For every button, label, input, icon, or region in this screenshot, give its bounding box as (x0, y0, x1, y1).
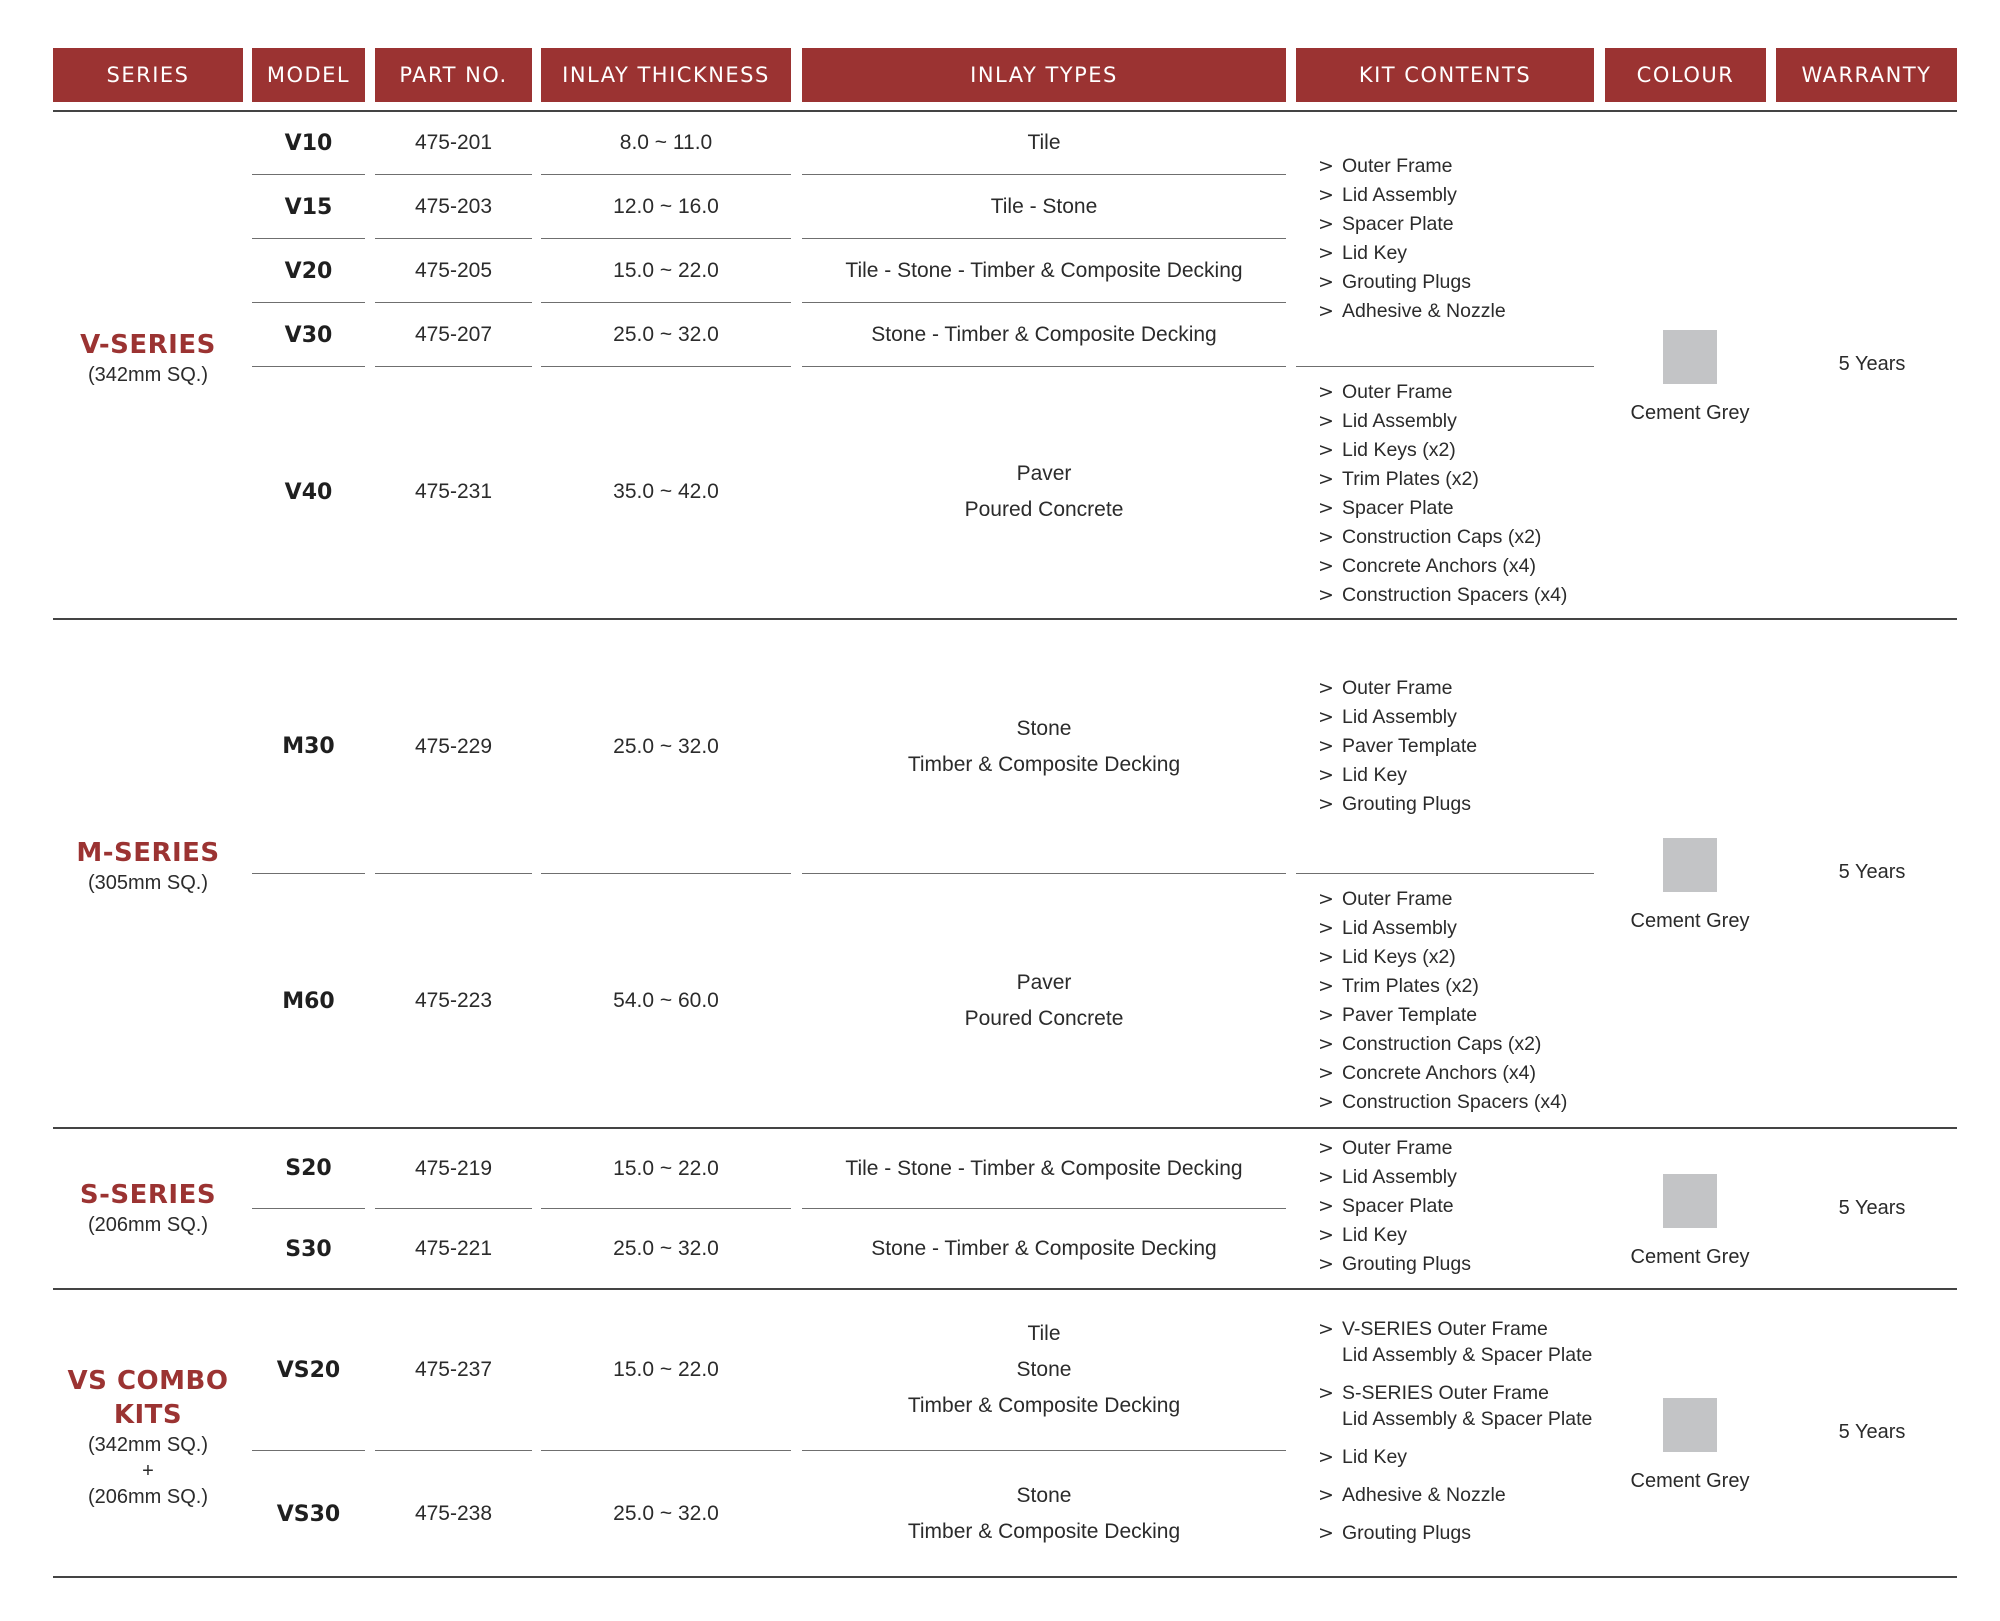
series-name: M-SERIES (76, 838, 220, 868)
kit-item: > Grouting Plugs (1318, 790, 1477, 819)
part-no-cell: 475-207 (414, 323, 493, 346)
kit-item: > Lid Assembly (1318, 181, 1506, 210)
row-divider (541, 366, 791, 367)
kit-item: > Lid Keys (x2) (1318, 436, 1567, 465)
row-divider (375, 1208, 532, 1209)
chevron-right-icon: > (1318, 242, 1334, 264)
inlay-type: Poured Concrete (964, 1007, 1124, 1030)
inlay-types-cell (802, 368, 1286, 616)
colour-swatch (1663, 1398, 1717, 1452)
row-divider (802, 174, 1286, 175)
part-no-cell: 475-223 (414, 989, 493, 1012)
kit-divider (1296, 366, 1594, 367)
row-divider (541, 238, 791, 239)
chevron-right-icon: > (1318, 1004, 1334, 1026)
kit-item: > Outer Frame (1318, 674, 1477, 703)
part-no-cell: 475-201 (414, 131, 493, 154)
thickness-cell: 54.0 ~ 60.0 (613, 989, 719, 1012)
kit-item: > Lid Key (1318, 761, 1477, 790)
inlay-type: Timber & Composite Decking (907, 752, 1181, 776)
thickness-cell: 25.0 ~ 32.0 (613, 734, 719, 758)
row-divider (802, 366, 1286, 367)
row-divider (252, 1208, 365, 1209)
model-cell: VS20 (276, 1357, 341, 1383)
model-cell: M60 (282, 988, 335, 1014)
chevron-right-icon: > (1318, 584, 1334, 606)
model-cell: S30 (285, 1236, 332, 1262)
kit-item: > Lid Key (1318, 239, 1506, 268)
model-cell: V40 (284, 479, 333, 505)
kit-item: > Concrete Anchors (x4) (1318, 552, 1567, 581)
inlay-types-cell (802, 620, 1286, 873)
kit-item: > Outer Frame (1318, 885, 1567, 914)
part-no-cell: 475-237 (414, 1358, 493, 1381)
row-divider (541, 873, 791, 874)
chevron-right-icon: > (1318, 213, 1334, 235)
divider-bottom (53, 1576, 1957, 1578)
row-divider (252, 1450, 365, 1451)
colour-swatch (1663, 330, 1717, 384)
row-divider (375, 238, 532, 239)
inlay-type: Stone (1016, 1358, 1072, 1381)
chevron-right-icon: > (1318, 468, 1334, 490)
chevron-right-icon: > (1318, 1091, 1334, 1113)
series-size: (206mm SQ.) (87, 1214, 209, 1236)
chevron-right-icon: > (1318, 1318, 1334, 1340)
kit-item: > S-SERIES Outer Frame Lid Assembly & Spacer Plate (1318, 1382, 1593, 1430)
chevron-right-icon: > (1318, 1446, 1334, 1468)
chevron-right-icon: > (1318, 975, 1334, 997)
kit-item: > Lid Assembly (1318, 703, 1477, 732)
model-cell: V10 (284, 130, 333, 156)
model-cell: V15 (284, 194, 333, 220)
row-divider (375, 1450, 532, 1451)
series-name: S-SERIES (79, 1180, 217, 1210)
thickness-cell: 15.0 ~ 22.0 (613, 1358, 719, 1381)
header-kit-contents: KIT CONTENTS (1296, 48, 1594, 102)
inlay-type: Paver (1016, 462, 1072, 485)
model-cell: M30 (282, 734, 335, 759)
chevron-right-icon: > (1318, 1253, 1334, 1275)
chevron-right-icon: > (1318, 184, 1334, 206)
row-divider (802, 1208, 1286, 1209)
series-cell-vs (53, 1354, 243, 1520)
inlay-type: Paver (1016, 971, 1072, 994)
kit-item: > Spacer Plate (1318, 210, 1506, 239)
row-divider (802, 302, 1286, 303)
chevron-right-icon: > (1318, 706, 1334, 728)
inlay-type: Tile (1027, 1322, 1061, 1345)
inlay-type: Poured Concrete (964, 498, 1124, 521)
kit-divider (1296, 873, 1594, 874)
kit-item: > Grouting Plugs (1318, 1522, 1471, 1544)
kit-contents-list (1318, 885, 1567, 1117)
inlay-type: Stone (1016, 1484, 1072, 1507)
series-size: (342mm SQ.) (87, 364, 209, 386)
inlay-types-cell: Stone - Timber & Composite Decking (871, 1237, 1217, 1260)
chevron-right-icon: > (1318, 1137, 1334, 1159)
chevron-right-icon: > (1318, 793, 1334, 815)
thickness-cell: 35.0 ~ 42.0 (613, 480, 719, 503)
kit-item: > Lid Assembly (1318, 914, 1567, 943)
row-divider (375, 366, 532, 367)
kit-item: > Construction Spacers (x4) (1318, 1088, 1567, 1117)
series-size: (206mm SQ.) (87, 1486, 209, 1508)
kit-item: > Adhesive & Nozzle (1318, 1484, 1506, 1506)
kit-item: > Construction Caps (x2) (1318, 523, 1567, 552)
series-name: KITS (113, 1400, 183, 1430)
kit-item: > Paver Template (1318, 732, 1477, 761)
part-no-cell: 475-221 (414, 1237, 493, 1260)
part-no-cell: 475-231 (414, 480, 493, 503)
kit-item: > Adhesive & Nozzle (1318, 297, 1506, 326)
chevron-right-icon: > (1318, 497, 1334, 519)
warranty-value: 5 Years (1838, 861, 1906, 883)
row-divider (252, 366, 365, 367)
chevron-right-icon: > (1318, 155, 1334, 177)
chevron-right-icon: > (1318, 735, 1334, 757)
header-colour: COLOUR (1605, 48, 1766, 102)
row-divider (541, 1208, 791, 1209)
header-model: MODEL (252, 48, 365, 102)
inlay-types-cell: Tile (1027, 131, 1061, 154)
model-cell: S20 (285, 1156, 332, 1181)
thickness-cell: 25.0 ~ 32.0 (613, 1237, 719, 1260)
warranty-value: 5 Years (1838, 353, 1906, 375)
thickness-cell: 12.0 ~ 16.0 (613, 195, 719, 218)
thickness-cell: 15.0 ~ 22.0 (613, 259, 719, 282)
kit-item: > Paver Template (1318, 1001, 1567, 1030)
kit-item: > Lid Keys (x2) (1318, 943, 1567, 972)
row-divider (802, 1450, 1286, 1451)
model-cell: V30 (284, 322, 333, 348)
kit-contents-list (1318, 674, 1477, 819)
row-divider (541, 1450, 791, 1451)
series-cell-s (53, 1168, 243, 1248)
kit-item: > Outer Frame (1318, 1134, 1471, 1163)
part-no-cell: 475-238 (414, 1502, 493, 1525)
row-divider (802, 873, 1286, 874)
chevron-right-icon: > (1318, 1195, 1334, 1217)
header-part-no: PART NO. (375, 48, 532, 102)
colour-label: Cement Grey (1630, 1246, 1750, 1268)
part-no-cell: 475-205 (414, 259, 493, 282)
chevron-right-icon: > (1318, 526, 1334, 548)
colour-swatch (1663, 838, 1717, 892)
chevron-right-icon: > (1318, 439, 1334, 461)
kit-item: > Grouting Plugs (1318, 268, 1506, 297)
chevron-right-icon: > (1318, 271, 1334, 293)
chevron-right-icon: > (1318, 946, 1334, 968)
chevron-right-icon: > (1318, 1062, 1334, 1084)
thickness-cell: 15.0 ~ 22.0 (613, 1156, 719, 1180)
chevron-right-icon: > (1318, 300, 1334, 322)
inlay-types-cell: Tile - Stone - Timber & Composite Decking (845, 259, 1243, 282)
colour-label: Cement Grey (1630, 1470, 1750, 1492)
colour-label: Cement Grey (1630, 402, 1750, 424)
row-divider (375, 873, 532, 874)
thickness-cell: 8.0 ~ 11.0 (619, 131, 713, 154)
row-divider (252, 302, 365, 303)
part-no-cell: 475-219 (414, 1156, 493, 1180)
chevron-right-icon: > (1318, 1382, 1334, 1404)
chevron-right-icon: > (1318, 1033, 1334, 1055)
chevron-right-icon: > (1318, 410, 1334, 432)
inlay-types-cell (802, 875, 1286, 1127)
kit-contents-list (1318, 378, 1567, 610)
chevron-right-icon: > (1318, 555, 1334, 577)
header-inlay-types: INLAY TYPES (802, 48, 1286, 102)
inlay-types-cell: Tile - Stone (990, 195, 1098, 218)
kit-item: > Trim Plates (x2) (1318, 465, 1567, 494)
chevron-right-icon: > (1318, 677, 1334, 699)
header-series: SERIES (53, 48, 243, 102)
kit-contents-list (1318, 152, 1506, 326)
kit-item: > Outer Frame (1318, 152, 1506, 181)
header-inlay-thickness: INLAY THICKNESS (541, 48, 791, 102)
kit-item: > Spacer Plate (1318, 494, 1567, 523)
row-divider (375, 302, 532, 303)
inlay-type: Timber & Composite Decking (907, 1394, 1181, 1417)
row-divider (375, 174, 532, 175)
thickness-cell: 25.0 ~ 32.0 (613, 323, 719, 346)
row-divider (541, 174, 791, 175)
kit-item: > Trim Plates (x2) (1318, 972, 1567, 1001)
kit-item: > Spacer Plate (1318, 1192, 1471, 1221)
inlay-type: Stone (1016, 716, 1072, 740)
colour-label: Cement Grey (1630, 910, 1750, 932)
row-divider (541, 302, 791, 303)
chevron-right-icon: > (1318, 1224, 1334, 1246)
series-cell-v (53, 318, 243, 398)
model-cell: V20 (284, 258, 333, 284)
inlay-type: Timber & Composite Decking (907, 1520, 1181, 1543)
warranty-value: 5 Years (1838, 1421, 1906, 1443)
kit-item: > Construction Spacers (x4) (1318, 581, 1567, 610)
kit-item: > Lid Assembly (1318, 1163, 1471, 1192)
inlay-types-cell: Tile - Stone - Timber & Composite Decking (845, 1156, 1243, 1180)
series-cell-m (53, 826, 243, 906)
inlay-types-cell: Stone - Timber & Composite Decking (871, 323, 1217, 346)
series-size: (305mm SQ.) (87, 872, 209, 894)
chevron-right-icon: > (1318, 764, 1334, 786)
series-name: VS COMBO (67, 1366, 229, 1396)
kit-item: > Construction Caps (x2) (1318, 1030, 1567, 1059)
series-size: (342mm SQ.) (87, 1434, 209, 1456)
kit-item: > Lid Key (1318, 1446, 1408, 1468)
kit-item: > V-SERIES Outer Frame Lid Assembly & Spacer Plate (1318, 1318, 1593, 1366)
chevron-right-icon: > (1318, 1522, 1334, 1544)
chevron-right-icon: > (1318, 888, 1334, 910)
part-no-cell: 475-229 (414, 734, 493, 758)
chevron-right-icon: > (1318, 1166, 1334, 1188)
model-cell: VS30 (276, 1501, 341, 1527)
kit-item: > Outer Frame (1318, 378, 1567, 407)
chevron-right-icon: > (1318, 381, 1334, 403)
inlay-types-cell (802, 1452, 1286, 1576)
row-divider (252, 174, 365, 175)
thickness-cell: 25.0 ~ 32.0 (613, 1502, 719, 1525)
inlay-types-cell (802, 1290, 1286, 1450)
kit-item: > Concrete Anchors (x4) (1318, 1059, 1567, 1088)
chevron-right-icon: > (1318, 1484, 1334, 1506)
series-plus: + (142, 1460, 154, 1482)
row-divider (252, 873, 365, 874)
row-divider (252, 238, 365, 239)
kit-item: > Lid Key (1318, 1221, 1471, 1250)
kit-contents-list (1318, 1134, 1471, 1279)
kit-contents-list (1318, 1316, 1592, 1546)
part-no-cell: 475-203 (414, 195, 493, 218)
header-warranty: WARRANTY (1776, 48, 1957, 102)
row-divider (802, 238, 1286, 239)
colour-swatch (1663, 1174, 1717, 1228)
warranty-value: 5 Years (1838, 1197, 1906, 1219)
kit-item: > Grouting Plugs (1318, 1250, 1471, 1279)
chevron-right-icon: > (1318, 917, 1334, 939)
kit-item: > Lid Assembly (1318, 407, 1567, 436)
series-name: V-SERIES (80, 330, 216, 360)
